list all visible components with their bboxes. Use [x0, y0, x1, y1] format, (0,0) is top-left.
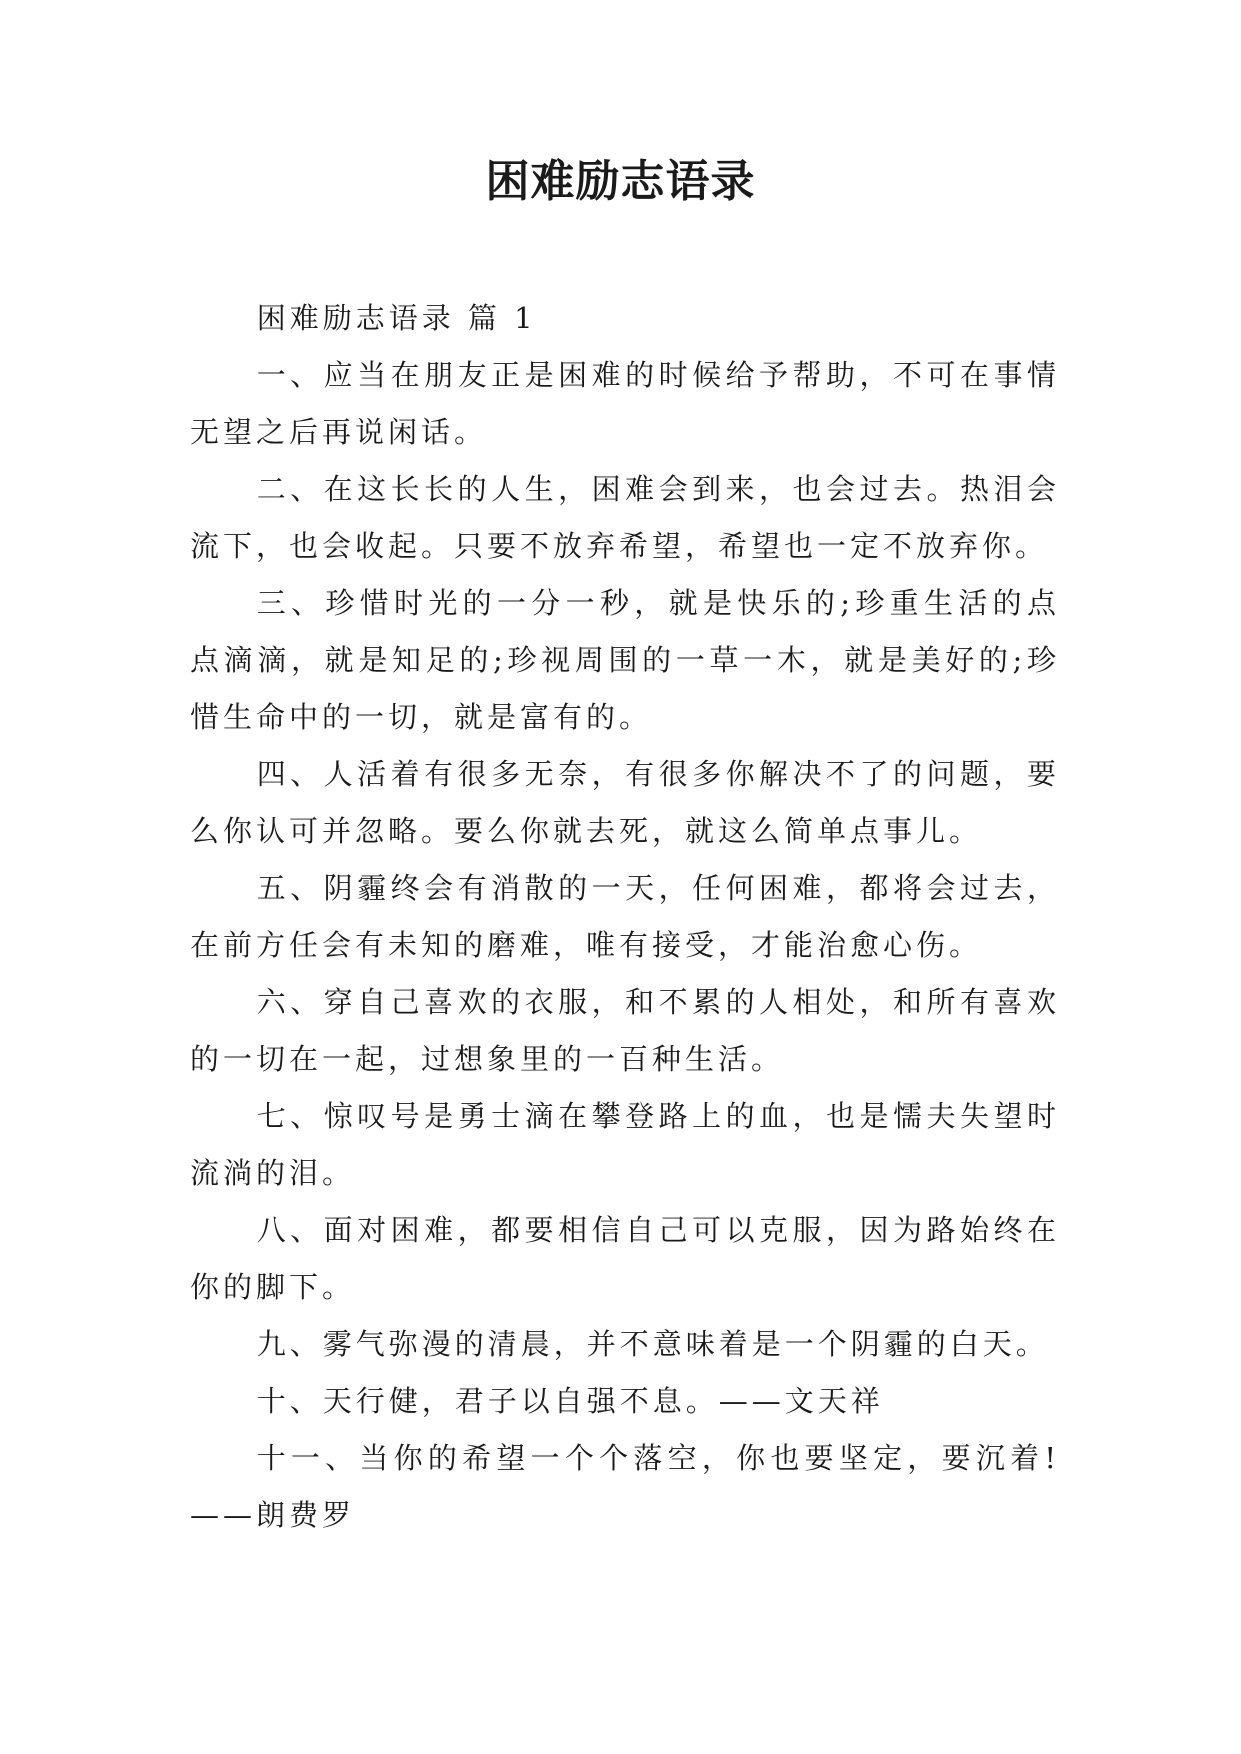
quote-paragraph: 七、惊叹号是勇士滴在攀登路上的血，也是懦夫失望时流淌的泪。	[190, 1099, 1060, 1190]
section-heading: 困难励志语录 篇 1	[256, 301, 537, 335]
quote-paragraph: 六、穿自己喜欢的衣服，和不累的人相处，和所有喜欢的一切在一起，过想象里的一百种生活。	[190, 985, 1060, 1076]
document-title: 困难励志语录	[485, 156, 756, 207]
quote-paragraph: 十一、当你的希望一个个落空，你也要坚定，要沉着!——朗费罗	[190, 1441, 1060, 1532]
quote-paragraph: 九、雾气弥漫的清晨，并不意味着是一个阴霾的白天。	[256, 1327, 1049, 1361]
quote-paragraph: 四、人活着有很多无奈，有很多你解决不了的问题，要么你认可并忽略。要么你就去死，就这么简单点事儿。	[190, 757, 1060, 848]
quote-paragraph: 二、在这长长的人生，困难会到来，也会过去。热泪会流下，也会收起。只要不放弃希望，希望也一定不放弃你。	[190, 472, 1060, 563]
quote-paragraph: 三、珍惜时光的一分一秒，就是快乐的;珍重生活的点点滴滴，就是知足的;珍视周围的一草一木，就是美好的;珍惜生命中的一切，就是富有的。	[190, 586, 1060, 734]
quote-paragraph: 一、应当在朋友正是困难的时候给予帮助，不可在事情无望之后再说闲话。	[190, 358, 1060, 449]
quote-paragraph: 八、面对困难，都要相信自己可以克服，因为路始终在你的脚下。	[190, 1213, 1060, 1304]
quote-paragraph: 五、阴霾终会有消散的一天，任何困难，都将会过去，在前方任会有未知的磨难，唯有接受，才能治愈心伤。	[190, 871, 1060, 962]
document-body	[190, 290, 1060, 1544]
quote-paragraph: 十、天行健，君子以自强不息。——文天祥	[256, 1384, 884, 1418]
